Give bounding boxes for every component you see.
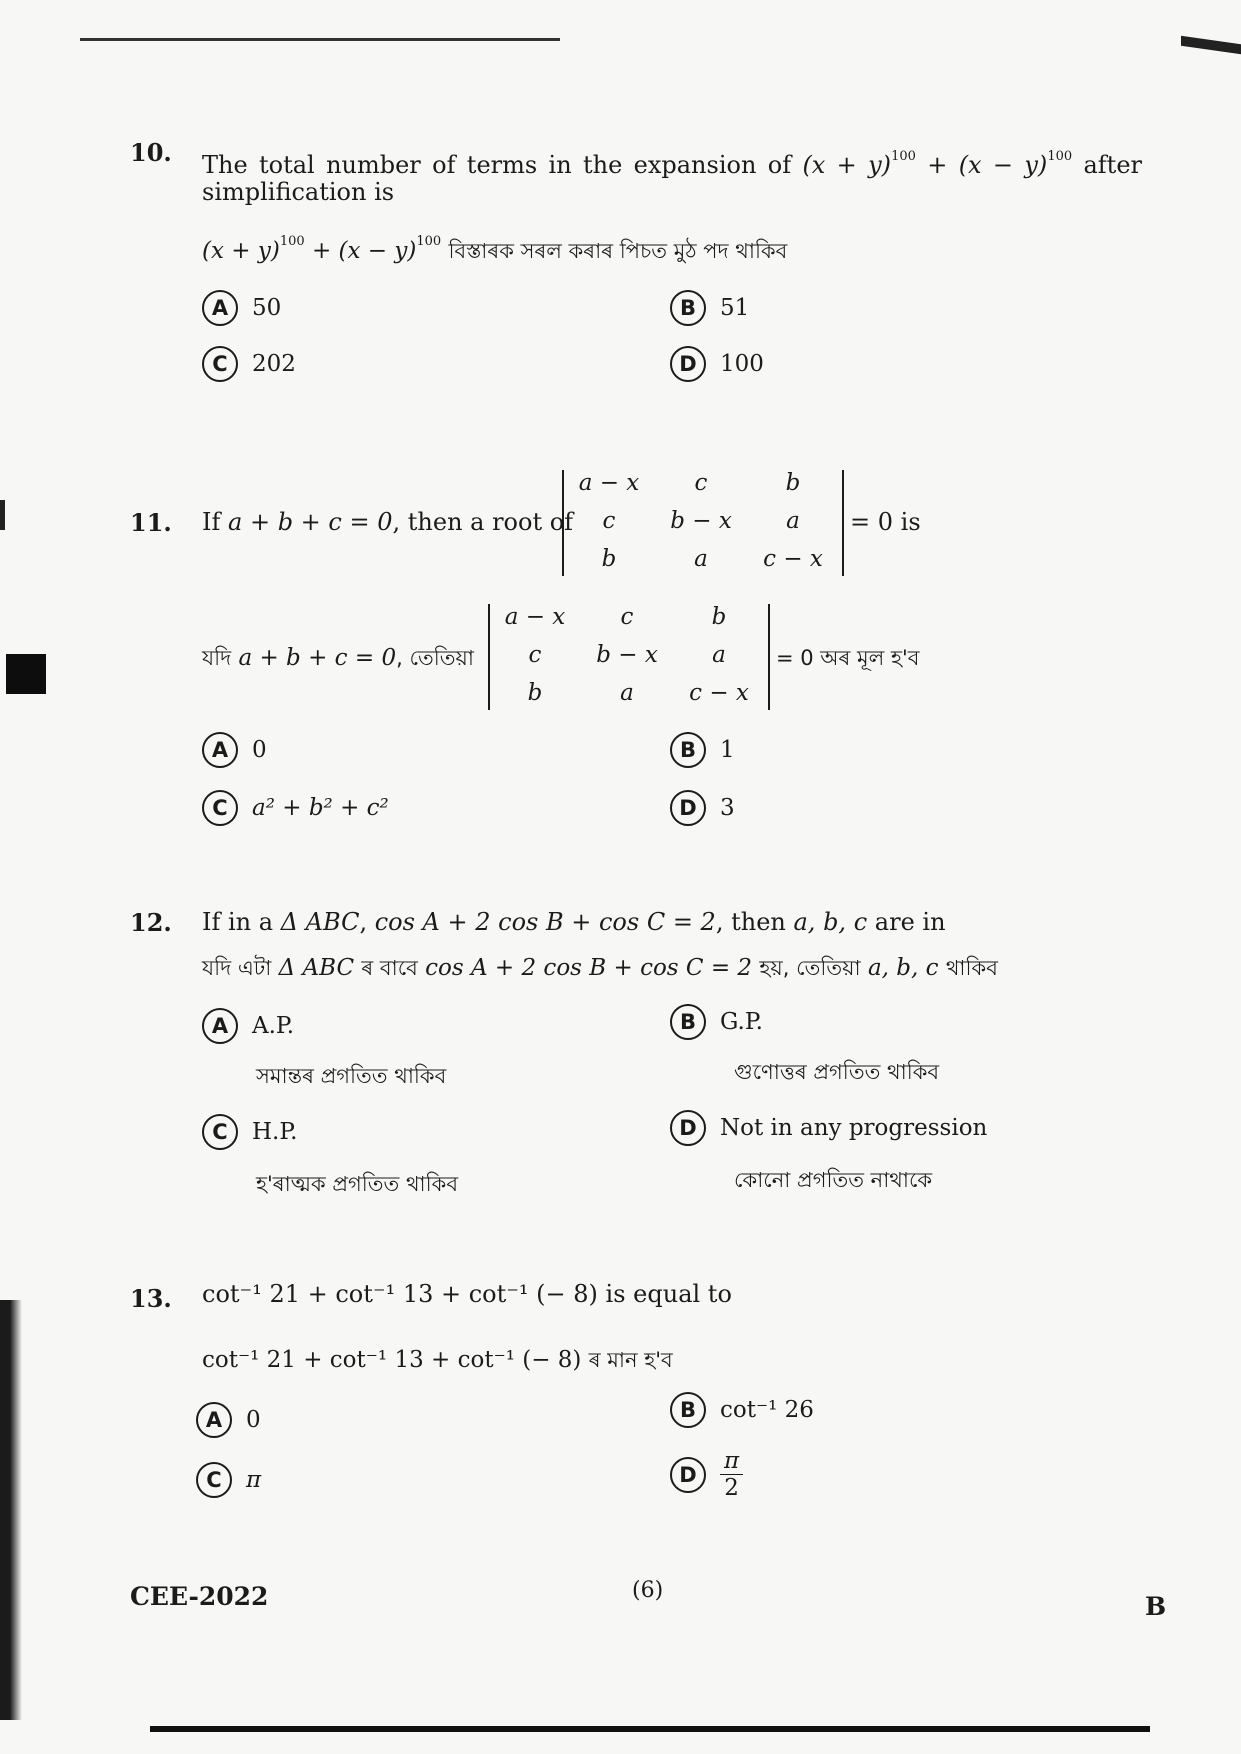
equals-zero-en: = 0 is [850, 508, 921, 536]
question-number: 12. [130, 908, 172, 937]
det-cell: b [527, 680, 543, 706]
exponent: 100 [416, 234, 442, 249]
scan-edge-top [80, 38, 560, 41]
option-bubble[interactable]: C [196, 1462, 232, 1498]
expr-a: (x + y) [202, 238, 280, 264]
equals-zero-as: = 0 অৰ মূল হ'ব [776, 646, 920, 670]
exponent: 100 [279, 234, 305, 249]
option-value: A.P. [252, 1013, 295, 1039]
assamese-text: যদি [202, 646, 232, 670]
option-bubble[interactable]: B [670, 290, 706, 326]
option-bubble[interactable]: A [202, 290, 238, 326]
option-value: G.P. [720, 1009, 763, 1035]
exponent: 100 [1047, 149, 1073, 164]
exponent: 100 [891, 149, 916, 164]
option-d[interactable] [670, 1448, 743, 1501]
question-number: 13. [130, 1284, 172, 1313]
option-value: 1 [720, 737, 735, 763]
question-number: 11. [130, 508, 172, 537]
expression: cot⁻¹ 21 + cot⁻¹ 13 + cot⁻¹ (− 8) [202, 1280, 598, 1308]
question-12 [130, 908, 1150, 1208]
det-cell: a [712, 642, 726, 668]
option-c[interactable] [202, 790, 389, 826]
assamese-text: থাকিব [945, 956, 998, 980]
option-b[interactable] [670, 732, 735, 768]
condition: a + b + c = 0 [228, 508, 393, 536]
option-value: cot⁻¹ 26 [720, 1397, 814, 1423]
assamese-text: যদি এটা [202, 956, 272, 980]
equation: cos A + 2 cos B + cos C = 2 [425, 955, 753, 981]
option-bubble[interactable]: A [196, 1402, 232, 1438]
fraction [720, 1448, 743, 1501]
numerator: π [720, 1448, 743, 1475]
expr-b: (x − y) [958, 151, 1048, 179]
scan-edge-right [1181, 36, 1241, 54]
condition: a + b + c = 0 [238, 645, 397, 671]
option-bubble[interactable]: D [670, 346, 706, 382]
option-value: a² + b² + c² [252, 795, 389, 821]
question-text-en [202, 508, 573, 536]
option-c-as: হ'ৰাত্মক প্ৰগতিত থাকিব [256, 1172, 459, 1196]
if-word: If [202, 508, 221, 536]
option-b[interactable] [670, 1392, 814, 1428]
option-bubble[interactable]: C [202, 1114, 238, 1150]
option-value: H.P. [252, 1119, 298, 1145]
determinant-en [562, 470, 844, 576]
triangle: Δ ABC [280, 908, 360, 936]
expr-a: (x + y) [802, 151, 892, 179]
option-a[interactable] [202, 732, 267, 768]
question-text-en-line2: simplification is [202, 178, 395, 206]
question-text: , then [715, 908, 786, 936]
determinant-as [488, 604, 770, 710]
det-cell: b − x [596, 642, 658, 668]
option-d[interactable] [670, 1110, 987, 1146]
question-10 [130, 138, 1150, 398]
option-c[interactable] [196, 1462, 261, 1498]
set-letter: B [1145, 1592, 1167, 1621]
registration-square [6, 654, 46, 694]
question-text-as [202, 642, 474, 677]
after-word: after [1083, 151, 1142, 179]
option-a[interactable] [202, 1008, 294, 1044]
det-cell: a [694, 546, 708, 572]
det-cell: b [711, 604, 727, 630]
question-13 [130, 1276, 1150, 1536]
option-value: 0 [246, 1407, 261, 1433]
question-text-as [202, 234, 787, 270]
det-cell: a − x [504, 604, 566, 630]
option-value: 202 [252, 351, 296, 377]
question-number: 10. [130, 138, 172, 167]
option-d-as: কোনো প্ৰগতিত নাথাকে [734, 1168, 933, 1192]
option-b[interactable] [670, 290, 749, 326]
question-text-as [202, 1344, 673, 1379]
det-cell: b [601, 546, 617, 572]
det-cell: b [785, 470, 801, 496]
scan-edge-bottom [150, 1726, 1150, 1732]
option-bubble[interactable]: B [670, 1392, 706, 1428]
option-c[interactable] [202, 1114, 298, 1150]
det-cell: b − x [670, 508, 732, 534]
equation: cos A + 2 cos B + cos C = 2 [374, 908, 716, 936]
question-text: are in [874, 908, 946, 936]
option-a[interactable] [196, 1402, 261, 1438]
question-text-en [202, 1280, 732, 1308]
option-bubble[interactable]: D [670, 790, 706, 826]
assamese-text: ৰ মান হ'ব [588, 1348, 673, 1372]
assamese-text: হয়, তেতিয়া [759, 956, 861, 980]
option-bubble[interactable]: A [202, 732, 238, 768]
option-c[interactable] [202, 346, 296, 382]
det-cell: c [528, 642, 542, 668]
option-a[interactable] [202, 290, 281, 326]
option-a-as: সমান্তৰ প্ৰগতিত থাকিব [256, 1064, 447, 1088]
option-b[interactable] [670, 1004, 763, 1040]
triangle: Δ ABC [278, 955, 355, 981]
option-value: 3 [720, 795, 735, 821]
question-11 [130, 470, 1150, 850]
question-text: is equal to [605, 1280, 732, 1308]
option-bubble[interactable]: A [202, 1008, 238, 1044]
expr-b: (x − y) [338, 238, 417, 264]
question-text: The total number of terms in the expansion of [202, 151, 792, 179]
option-bubble[interactable]: C [202, 790, 238, 826]
det-cell: c [694, 470, 708, 496]
assamese-text: , তেতিয়া [396, 646, 474, 670]
option-value: 51 [720, 295, 750, 321]
det-cell: a − x [578, 470, 640, 496]
option-bubble[interactable]: C [202, 346, 238, 382]
option-bubble[interactable]: D [670, 1457, 706, 1493]
then-phrase: , then a root of [392, 508, 574, 536]
expression: cot⁻¹ 21 + cot⁻¹ 13 + cot⁻¹ (− 8) [202, 1347, 582, 1373]
option-d[interactable] [670, 346, 764, 382]
option-b-as: গুণোত্তৰ প্ৰগতিত থাকিব [734, 1060, 940, 1084]
option-value: 50 [252, 295, 282, 321]
option-bubble[interactable]: B [670, 732, 706, 768]
scan-edge-left [0, 1300, 22, 1720]
question-text-en: If in a Δ ABC, cos A + 2 cos B + cos C = 2, then a, b, c are in [202, 908, 946, 936]
denominator: 2 [724, 1475, 739, 1501]
plus: + [304, 238, 339, 264]
option-value: 100 [720, 351, 764, 377]
option-value: Not in any progression [720, 1115, 988, 1141]
assamese-text: বিস্তাৰক সৰল কৰাৰ পিচত মুঠ পদ থাকিব [448, 239, 788, 263]
option-value: 0 [252, 737, 267, 763]
det-cell: c [620, 604, 634, 630]
det-cell: a [620, 680, 634, 706]
exam-code: CEE-2022 [130, 1582, 269, 1611]
option-bubble[interactable]: D [670, 1110, 706, 1146]
variables: a, b, c [793, 908, 868, 936]
det-cell: c − x [763, 546, 823, 572]
variables: a, b, c [867, 955, 939, 981]
question-text: If in a [202, 908, 274, 936]
assamese-text: ৰ বাবে [361, 956, 418, 980]
option-bubble[interactable]: B [670, 1004, 706, 1040]
question-text-as [202, 952, 998, 987]
option-value: π [246, 1467, 262, 1493]
det-cell: c − x [689, 680, 749, 706]
plus: + [915, 151, 959, 179]
page-number: (6) [632, 1578, 664, 1603]
det-cell: c [602, 508, 616, 534]
registration-bar [0, 500, 5, 530]
det-cell: a [786, 508, 800, 534]
option-d[interactable] [670, 790, 735, 826]
